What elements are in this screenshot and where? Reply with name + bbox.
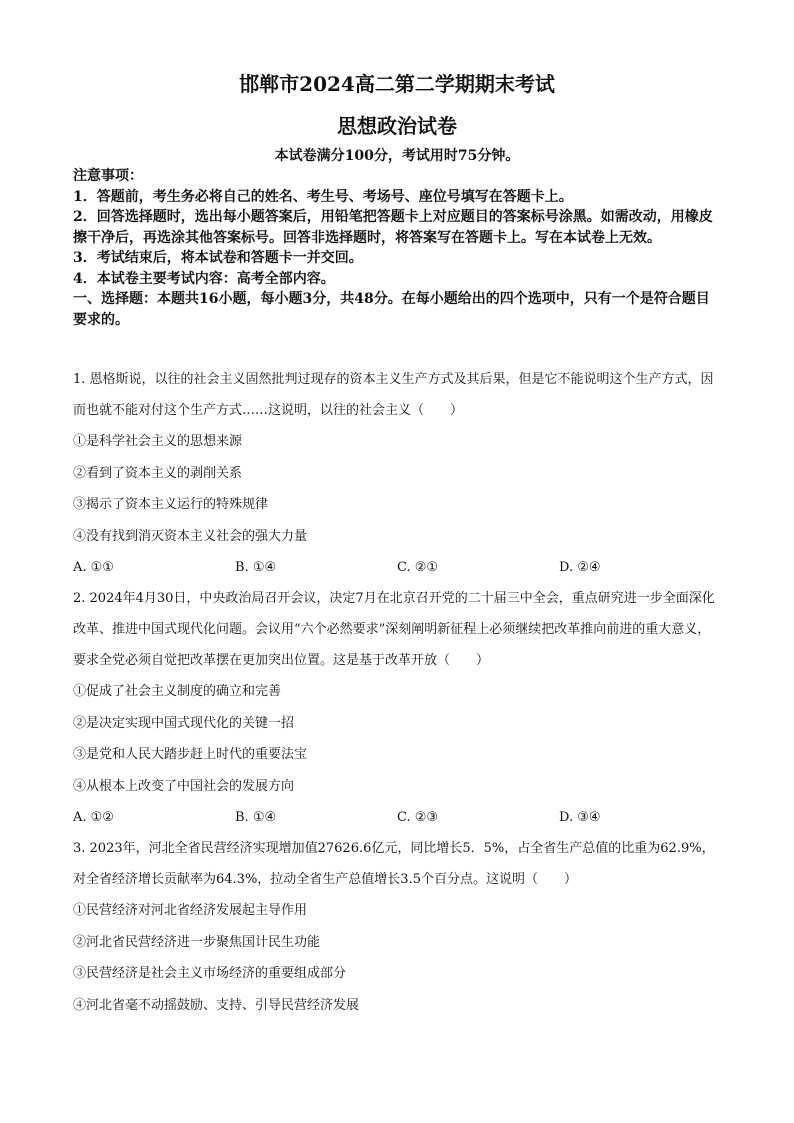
- note-item: 2．回答选择题时，选出每小题答案后，用铅笔把答题卡上对应题目的答案标号涂黑。如需改动，用橡皮擦干净后，再选涂其他答案标号。回答非选择题时，将答案写在答题卡上。写在本试卷上无效。: [73, 209, 713, 246]
- question-option: ②河北省民营经济进一步聚焦国计民生功能: [73, 934, 321, 950]
- notes-section: [73, 166, 723, 330]
- choice-a: A. ①②: [73, 810, 114, 825]
- question-option: ④没有找到消灭资本主义社会的强大力量: [73, 528, 308, 544]
- question-stem: 2. 2024年4月30日，中央政治局召开会议，决定7月在北京召开党的二十届三中全会，重点研究进一步全面深化改革、推进中国式现代化问题。会议用“六个必然要求”深刻阐明新征程上必须继续把改革推向前进的重大意义，要求全党必须自觉把改革摆在更加突出位置。这是基于改革开放（ ）: [73, 591, 715, 668]
- questions-section: [73, 364, 723, 1021]
- choice-b: B. ①④: [235, 560, 277, 575]
- note-item: 3．考试结束后，将本试卷和答题卡一并交回。: [73, 250, 363, 266]
- question-option: ②是决定实现中国式现代化的关键一招: [73, 715, 295, 731]
- question-option: ①促成了社会主义制度的确立和完善: [73, 684, 282, 699]
- choice-b: B. ①④: [235, 810, 277, 825]
- question-option: ④河北省毫不动摇鼓励、支持、引导民营经济发展: [73, 997, 360, 1013]
- question-option: ③民营经济是社会主义市场经济的重要组成部分: [73, 966, 347, 981]
- question-option: ②看到了资本主义的剥削关系: [73, 465, 243, 481]
- question-option: ③是党和人民大踏步赶上时代的重要法宝: [73, 747, 308, 762]
- question-2: [73, 583, 723, 833]
- choice-c: C. ②①: [397, 560, 439, 575]
- question-stem: 3. 2023年，河北全省民营经济实现增加值27626.6亿元，同比增长5．5%，占全省生产总值的比重为62.9%，对全省经济增长贡献率为64.3%，拉动全省生产总值增长3.5个百分点。这说明（ ）: [73, 841, 715, 887]
- question-stem: 1. 恩格斯说，以往的社会主义固然批判过现存的资本主义生产方式及其后果，但是它不能说明这个生产方式，因而也就不能对付这个生产方式……这说明，以往的社会主义（ ）: [73, 372, 714, 418]
- note-item: 4．本试卷主要考试内容：高考全部内容。: [73, 270, 335, 287]
- answer-choices: [73, 552, 723, 583]
- exam-subtitle: 本试卷满分100分，考试用时75分钟。: [274, 148, 520, 164]
- question-3: [73, 833, 723, 1021]
- exam-subject: 思想政治试卷: [337, 114, 457, 138]
- notes-heading: 注意事项：: [73, 168, 143, 184]
- question-option: ④从根本上改变了中国社会的发展方向: [73, 778, 295, 794]
- question-option: ③揭示了资本主义运行的特殊规律: [73, 497, 269, 512]
- question-1: [73, 364, 723, 583]
- choice-d: D. ③④: [559, 810, 601, 825]
- choice-a: A. ①①: [73, 560, 114, 575]
- note-item: 1．答题前，考生务必将自己的姓名、考生号、考场号、座位号填写在答题卡上。: [73, 188, 573, 205]
- question-option: ①民营经济对河北省经济发展起主导作用: [73, 903, 308, 918]
- question-option: ①是科学社会主义的思想来源: [73, 434, 243, 449]
- answer-choices: [73, 802, 723, 833]
- choice-d: D. ②④: [559, 560, 601, 575]
- exam-title: 邯郸市2024高二第二学期期末考试: [239, 72, 555, 96]
- section-heading: 一、选择题：本题共16小题，每小题3分，共48分。在每小题给出的四个选项中，只有一个是符合题目要求的。: [73, 291, 710, 328]
- choice-c: C. ②③: [397, 810, 439, 825]
